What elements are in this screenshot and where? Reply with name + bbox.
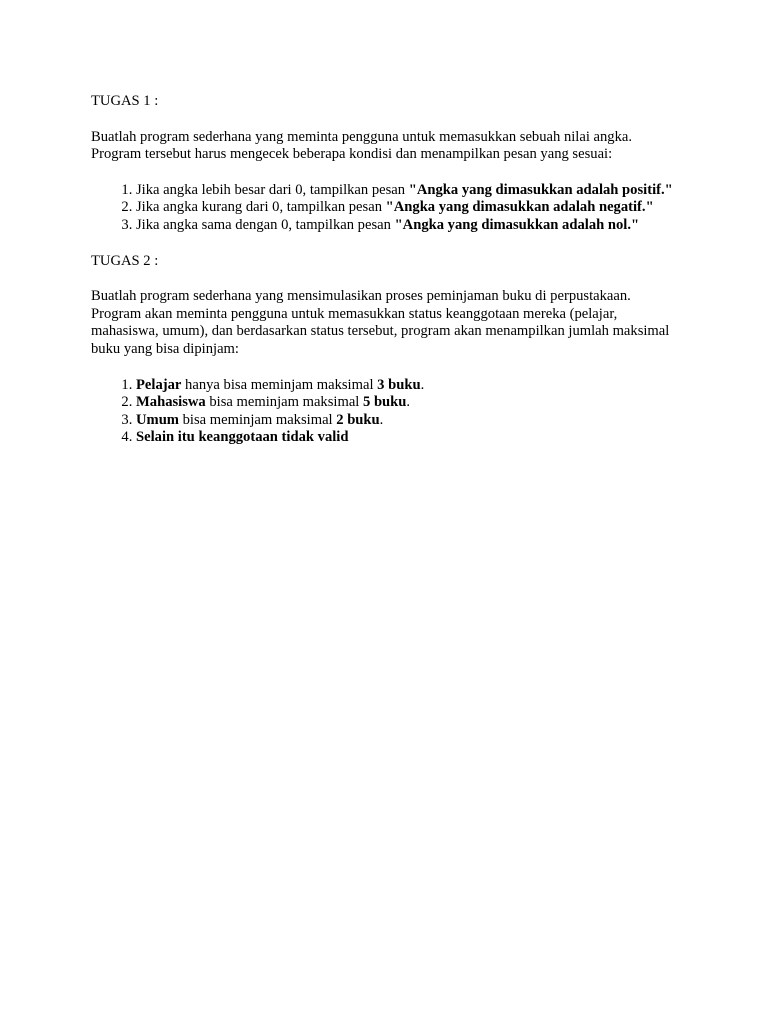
list-item-text: Jika angka lebih besar dari 0, tampilkan pesan: [136, 181, 409, 198]
list-item-text: bisa meminjam maksimal: [178, 411, 337, 428]
list-item-end: .: [420, 376, 425, 393]
list-item: [136, 394, 681, 412]
list-item-text: Jika angka kurang dari 0, tampilkan pesan: [136, 199, 386, 216]
list-item-text: hanya bisa meminjam maksimal: [181, 376, 378, 393]
list-item-end: .: [406, 394, 411, 411]
list-item-message: "Angka yang dimasukkan adalah nol.": [394, 216, 640, 233]
list-item-limit: 3 buku: [377, 376, 421, 393]
list-item-status: Selain itu keanggotaan tidak valid: [136, 429, 349, 446]
list-item: [136, 217, 681, 235]
tugas-2-list: [91, 377, 681, 447]
list-item-status: Mahasiswa: [136, 394, 206, 411]
tugas-1-intro: Buatlah program sederhana yang meminta pengguna untuk memasukkan sebuah nilai angka. Program tersebut harus mengecek beberapa kondisi dan menampilkan pesan yang sesuai:: [91, 128, 633, 163]
list-item-limit: 5 buku: [363, 394, 407, 411]
tugas-1-heading: TUGAS 1 :: [91, 93, 159, 109]
document-body: [91, 93, 681, 465]
list-item: [136, 182, 681, 200]
list-item-status: Pelajar: [136, 376, 182, 393]
list-item: [136, 199, 681, 217]
list-item-end: .: [379, 411, 384, 428]
list-item-status: Umum: [136, 411, 179, 428]
tugas-1-list: [91, 182, 681, 235]
tugas-2-intro: Buatlah program sederhana yang mensimulasikan proses peminjaman buku di perpustakaan. Program akan meminta pengguna untuk memasukkan status keanggotaan mereka (pelajar, mahasiswa, umum), dan berdasarkan status tersebut, program akan menampilkan jumlah maksimal buku yang bisa dipinjam:: [91, 288, 670, 357]
list-item: [136, 412, 681, 430]
list-item-text: Jika angka sama dengan 0, tampilkan pesan: [136, 216, 395, 233]
list-item-message: "Angka yang dimasukkan adalah positif.": [408, 181, 673, 198]
list-item-text: bisa meminjam maksimal: [205, 394, 363, 411]
list-item: [136, 429, 681, 447]
list-item-limit: 2 buku: [336, 411, 380, 428]
list-item-message: "Angka yang dimasukkan adalah negatif.": [385, 199, 654, 216]
list-item: [136, 377, 681, 395]
tugas-2-heading: TUGAS 2 :: [91, 252, 159, 269]
